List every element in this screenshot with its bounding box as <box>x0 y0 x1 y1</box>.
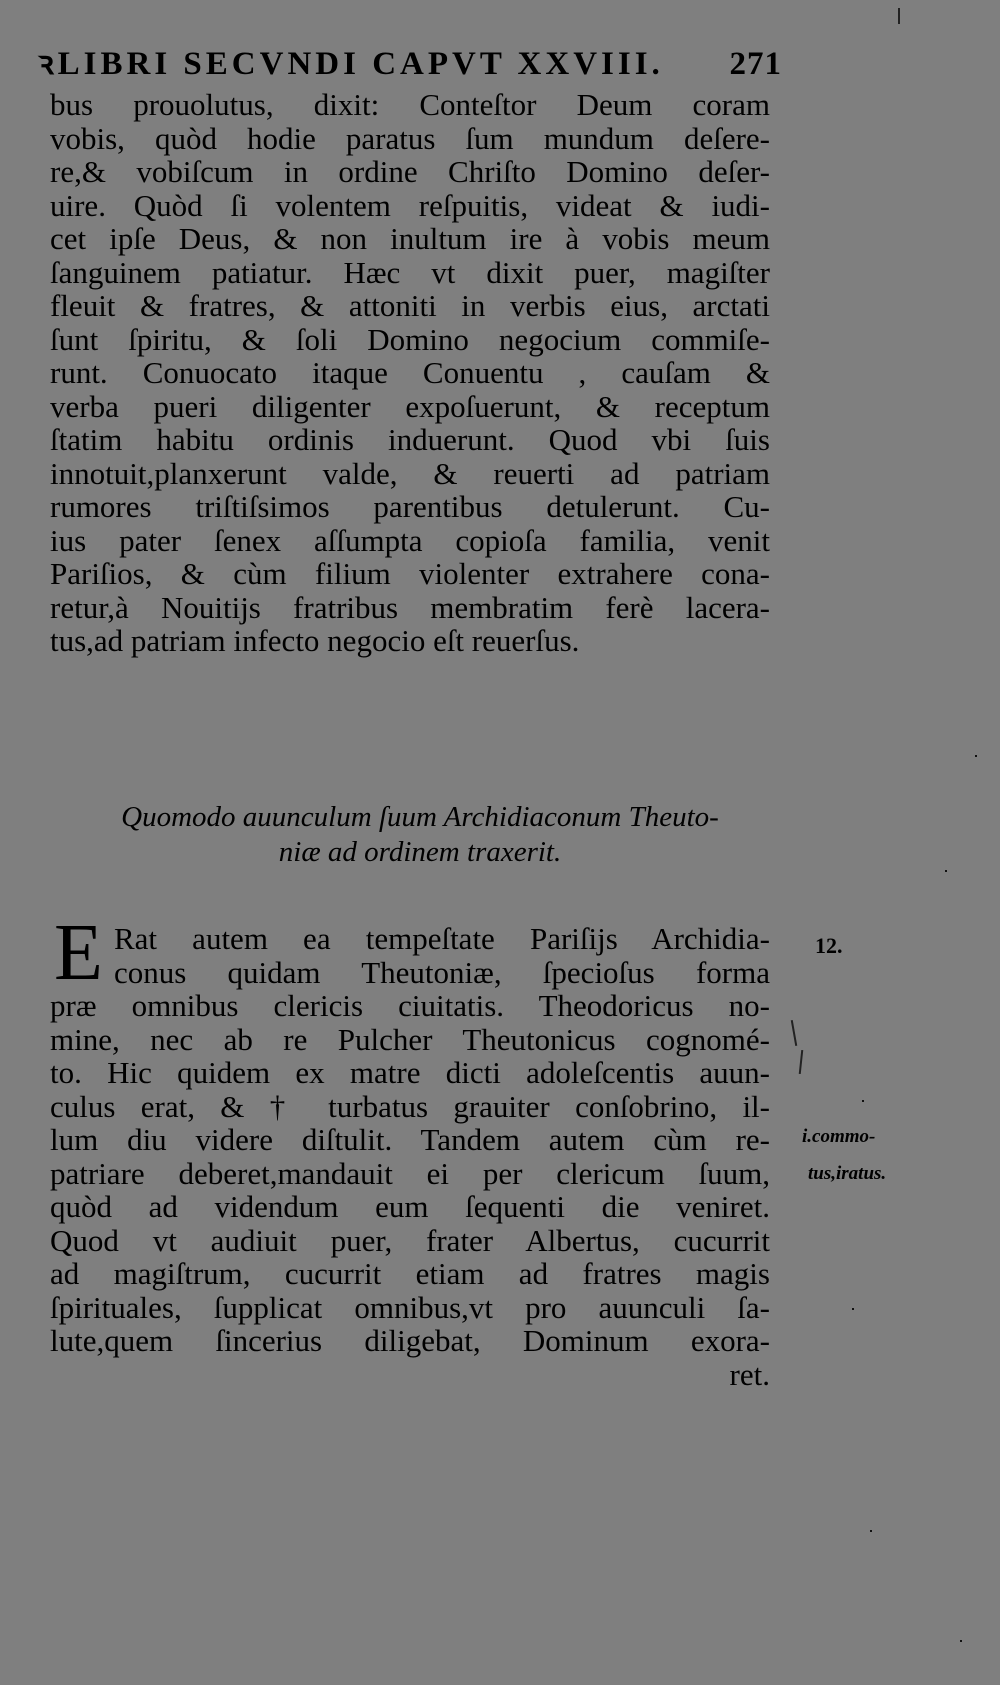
section-heading <box>60 800 780 870</box>
text-line: rumores triſtiſsimos parentibus detulerunt. Cu- <box>50 489 770 524</box>
text-line: ſanguinem patiatur. Hæc vt dixit puer, magiſter <box>50 254 770 290</box>
text-line: runt. Conuocato itaque Conuentu , cauſam & <box>50 355 770 390</box>
text-line: lute,quem ſincerius diligebat, Dominum exora- <box>50 1323 770 1358</box>
paragraph-2 <box>50 922 770 1391</box>
text-line: patriare deberet,mandauit ei per clericum ſuum, <box>50 1155 770 1191</box>
margin-gloss-line-1: i.commo- <box>802 1126 876 1147</box>
scan-speck <box>852 1308 854 1310</box>
text-line: ret. <box>729 1356 770 1392</box>
text-line: innotuit,planxerunt valde, & reuerti ad patriam <box>50 455 770 491</box>
text-line: bus prouolutus, dixit: Conteſtor Deum coram <box>50 87 770 122</box>
text-line: ius pater ſenex aſſumpta copioſa familia, venit <box>50 522 770 558</box>
text-line: verba pueri diligenter expoſuerunt, & receptum <box>50 388 770 424</box>
scan-mark <box>898 8 900 24</box>
text-line: ſtatim habitu ordinis induerunt. Quod vbi ſuis <box>50 422 770 457</box>
text-line: Rat autem ea tempeſtate Pariſijs Archidia- <box>114 921 770 956</box>
margin-section-number: 12. <box>815 933 843 958</box>
text-line: cet ipſe Deus, & non inultum ire à vobis meum <box>50 221 770 256</box>
scan-mark <box>791 1020 797 1046</box>
text-line: quòd ad videndum eum ſequenti die veniret. <box>50 1189 770 1224</box>
text-line: tus,ad patriam infecto negocio eſt reuerſus. <box>50 623 580 658</box>
text-line: ſunt ſpiritu, & ſoli Domino negocium commiſe- <box>50 321 770 357</box>
scan-speck <box>960 1640 962 1642</box>
scan-speck <box>975 755 977 757</box>
text-line: mine, nec ab re Pulcher Theutonicus cognomé- <box>50 1021 770 1057</box>
text-line: culus erat, & † turbatus grauiter conſobrino, il- <box>50 1088 770 1124</box>
running-title: ꝛLIBRI SECVNDI CAPVT XXVIII. <box>38 46 664 82</box>
text-line: fleuit & fratres, & attoniti in verbis eius, arctati <box>50 288 770 323</box>
text-line: niæ ad ordinem traxerit. <box>278 836 562 868</box>
text-line: lum diu videre diſtulit. Tandem autem cùm re- <box>50 1122 770 1157</box>
drop-cap: E <box>54 909 103 997</box>
running-header <box>38 44 782 84</box>
text-line: Pariſios, & cùm filium violenter extrahere cona- <box>50 556 770 591</box>
margin-gloss-line-2: tus,iratus. <box>808 1163 887 1184</box>
text-line: uire. Quòd ſi volentem reſpuitis, videat & iudi- <box>50 187 770 223</box>
text-line: præ omnibus clericis ciuitatis. Theodoricus no- <box>50 988 770 1023</box>
scan-speck <box>945 870 947 872</box>
text-line: ad magiſtrum, cucurrit etiam ad fratres magis <box>50 1256 770 1291</box>
text-line: re,& vobiſcum in ordine Chriſto Domino deſer- <box>50 154 770 189</box>
text-line: to. Hic quidem ex matre dicti adoleſcentis auun- <box>50 1055 770 1090</box>
text-line: ſpirituales, ſupplicat omnibus,vt pro auunculi ſa- <box>50 1289 770 1325</box>
text-line: conus quidam Theutoniæ, ſpecioſus forma <box>114 954 770 990</box>
scan-speck <box>870 1530 872 1532</box>
text-line: Quod vt audiuit puer, frater Albertus, cucurrit <box>50 1222 770 1258</box>
paragraph-1 <box>50 88 770 658</box>
text-line: vobis, quòd hodie paratus ſum mundum deſere- <box>50 120 770 156</box>
text-line: Quomodo auunculum ſuum Archidiaconum Theuto- <box>121 801 719 833</box>
page-number: 271 <box>729 46 782 82</box>
scan-mark <box>799 1050 803 1074</box>
scan-speck <box>862 1100 864 1102</box>
text-line: retur,à Nouitijs fratribus membratim ferè lacera- <box>50 589 770 625</box>
